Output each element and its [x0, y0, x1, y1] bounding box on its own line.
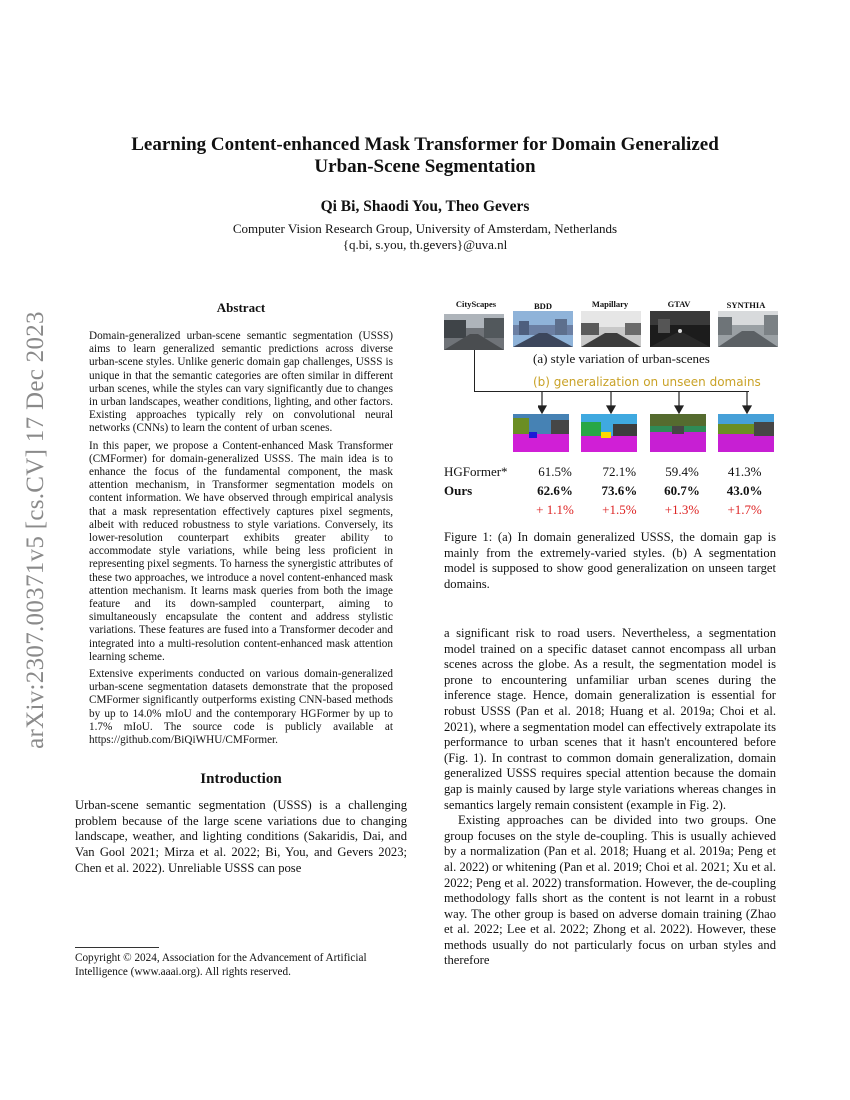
affiliation: Computer Vision Research Group, University of Amsterdam, Netherlands	[232, 221, 618, 236]
table-cell: 60.7%	[664, 482, 700, 498]
segmentation-mapillary	[581, 414, 637, 452]
abstract-paragraph-2: In this paper, we propose a Content-enhanced Mask Transformer (CMFormer) for domain-generalized USSS. The main idea is to enhance the focus of the fundamental component, the mask attention mechanism, in Transformer segmentation models on content information. We have observed through empirical analysis that a mask representation effectively captures pixel segments, albeit with reduced robustness to style variations. Conversely, its lower-resolution counterpart exhibits greater ability to accommodate style variations, while being less proficient in representing pixel segments. To harness the synergistic attributes of these two approaches, we introduce a novel content-enhanced mask attention mechanism. It learns mask queries from both the image feature and its down-sampled counterpart, aiming to simultaneously encapsulate the content and address stylistic variations. These features are fused into a Transformer decoder and integrated into a multi-resolution content-enhanced mask attention learning scheme.	[89, 439, 393, 663]
authors: Qi Bi, Shaodi You, Theo Gevers	[320, 198, 530, 215]
abstract-heading: Abstract	[216, 300, 266, 315]
table-cell: 73.6%	[601, 482, 638, 498]
title-line-1: Learning Content-enhanced Mask Transformer for Domain Generalized	[131, 134, 719, 155]
paper-title	[80, 134, 770, 178]
footnote-rule	[75, 947, 159, 948]
cityscapes-image	[444, 314, 504, 350]
arxiv-stamp-text: arXiv:2307.00371v5 [cs.CV] 17 Dec 2023	[22, 311, 49, 749]
emails: {q.bi, s.you, th.gevers}@uva.nl	[342, 237, 508, 252]
introduction-heading: Introduction	[200, 771, 282, 788]
right-column-body	[444, 626, 776, 969]
abstract-paragraph-1: Domain-generalized urban-scene semantic segmentation (USSS) aims to learn generalized semantic predictions across diverse urban-scene styles. Unlike generic domain gap challenges, USSS is unique in that the semantic categories are often similar in different urban scenes, while the styles can vary significantly due to changes in urban landscapes, weather conditions, lighting, and other factors. Existing approaches typically rely on convolutional neural networks (CNNs) to learn the content of urban scenes.	[89, 330, 393, 435]
table-cell: +1.7%	[727, 501, 762, 517]
segmentation-synthia	[718, 414, 774, 452]
row-label: Ours	[444, 482, 473, 498]
row-label	[444, 500, 522, 519]
table-row-gain	[444, 500, 776, 519]
dataset-label-mapillary: Mapillary	[591, 299, 629, 309]
table-cell: 61.5%	[538, 463, 572, 479]
figure-label-b: (b) generalization on unseen domains	[533, 375, 761, 389]
dataset-label-bdd: BDD	[534, 301, 552, 311]
table-cell: 59.4%	[665, 463, 699, 479]
figure-label-a: (a) style variation of urban-scenes	[533, 351, 710, 366]
body-paragraph-1: a significant risk to road users. Nevertheless, a segmentation model trained on a specific dataset cannot encompass all urban scenes across the globe. As a result, the segmentation model is prone to encountering unfamiliar urban scenes during the inference stage. Hence, domain generalization is essential for robust USSS (Pan et al. 2018; Huang et al. 2019a; Choi et al. 2021), where a segmentation model can effectively extrapolate its performance to urban scenes that it hasn't encountered before (Fig. 1). In contrast to common domain generalization, domain generalized USSS requires special attention because the domain gap is mainly caused by large style variations whereas changes in semantics largely remain consistent (example in Fig. 2).	[444, 626, 776, 812]
row-label: HGFormer*	[444, 463, 508, 479]
arxiv-stamp	[16, 290, 56, 770]
table-cell: +1.3%	[664, 501, 700, 517]
bdd-image	[513, 311, 573, 347]
segmentation-bdd	[513, 414, 569, 452]
segmentation-gtav	[650, 414, 706, 452]
table-cell: +1.5%	[602, 501, 637, 517]
table-cell: + 1.1%	[536, 501, 574, 517]
results-table	[444, 462, 776, 519]
dataset-label-cityscapes: CityScapes	[455, 299, 497, 309]
figure-caption: Figure 1: (a) In domain generalized USSS, the domain gap is mainly from the extremely-varied styles. (b) A segmentation model is supposed to show good generalization on unseen target domains.	[444, 530, 776, 591]
table-cell: 43.0%	[726, 482, 763, 498]
table-cell: 62.6%	[537, 482, 573, 498]
affiliation-block	[80, 221, 770, 253]
abstract-paragraph-3: Extensive experiments conducted on various domain-generalized urban-scene segmentation datasets demonstrate that the proposed CMFormer significantly outperforms existing CNN-based methods by up to 14.0% mIoU and the contemporary HGFormer by up to 1.7% mIoU. The source code is publicly available at https://github.com/BiQiWHU/CMFormer.	[89, 668, 393, 747]
copyright-footnote: Copyright © 2024, Association for the Advancement of Artificial Intelligence (www.aaai.org). All rights reserved.	[75, 952, 367, 978]
mapillary-image	[581, 311, 641, 347]
table-row-hgformer	[444, 462, 776, 481]
synthia-image	[718, 311, 778, 347]
connector-vertical	[474, 350, 475, 392]
table-cell: 41.3%	[727, 463, 762, 479]
introduction-paragraph-1: Urban-scene semantic segmentation (USSS) is a challenging problem because of the large scene variations due to changing landscape, weather, and lighting conditions (Sakaridis, Dai, and Van Gool 2021; Mirza et al. 2022; Bi, You, and Gevers 2023; Chen et al. 2022). Unreliable USSS can pose	[75, 798, 407, 875]
left-column	[75, 300, 407, 876]
table-row-ours	[444, 481, 776, 500]
table-cell: 72.1%	[602, 463, 637, 479]
dataset-label-gtav: GTAV	[667, 299, 691, 309]
body-paragraph-2: Existing approaches can be divided into two groups. One group focuses on the style de-coupling. This is usually achieved by a normalization (Pan et al. 2018; Huang et al. 2019a; Peng et al. 2022) or whitening (Pan et al. 2019; Choi et al. 2021; Xu et al. 2022; Peng et al. 2022) transformation. However, the de-coupling methodology falls short as the content is not learnt in a robust way. The other group is based on adverse domain training (Zhao et al. 2022; Lee et al. 2022; Zhong et al. 2022). However, these methods usually do not particularly focus on urban styles and therefore	[444, 813, 776, 968]
dataset-label-synthia: SYNTHIA	[726, 300, 766, 310]
arrows-down	[538, 391, 752, 415]
gtav-image	[650, 311, 710, 347]
title-line-2: Urban-Scene Segmentation	[314, 156, 536, 177]
